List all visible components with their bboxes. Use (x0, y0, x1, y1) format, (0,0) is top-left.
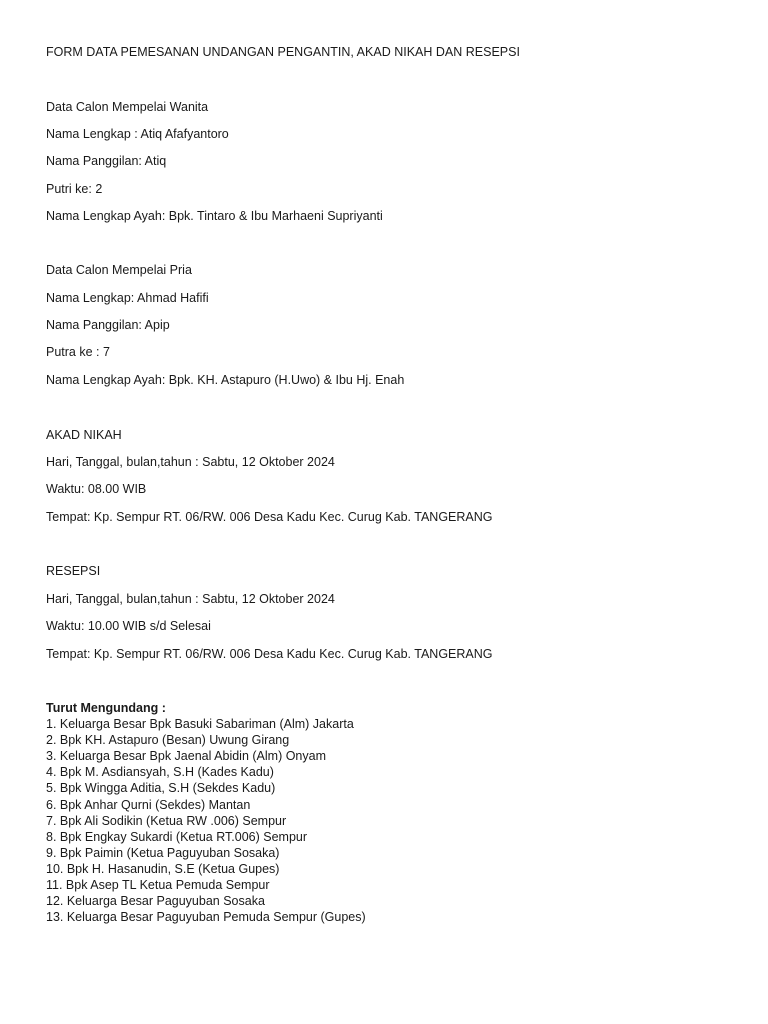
groom-full-name: Nama Lengkap: Ahmad Hafifi (46, 291, 209, 305)
list-item: 1. Keluarga Besar Bpk Basuki Sabariman (Alm) Jakarta (46, 717, 354, 732)
akad-place: Tempat: Kp. Sempur RT. 06/RW. 006 Desa Kadu Kec. Curug Kab. TANGERANG (46, 510, 493, 524)
bride-parents: Nama Lengkap Ayah: Bpk. Tintaro & Ibu Marhaeni Supriyanti (46, 209, 383, 223)
list-item: 9. Bpk Paimin (Ketua Paguyuban Sosaka) (46, 845, 280, 860)
bride-full-name: Nama Lengkap : Atiq Afafyantoro (46, 127, 229, 141)
resepsi-time: Waktu: 10.00 WIB s/d Selesai (46, 619, 211, 633)
akad-heading: AKAD NIKAH (46, 428, 122, 442)
akad-time: Waktu: 08.00 WIB (46, 482, 147, 496)
bride-heading: Data Calon Mempelai Wanita (46, 100, 209, 114)
list-item: 6. Bpk Anhar Qurni (Sekdes) Mantan (46, 797, 251, 812)
groom-heading: Data Calon Mempelai Pria (46, 263, 192, 277)
groom-nickname: Nama Panggilan: Apip (46, 318, 170, 332)
list-item: 13. Keluarga Besar Paguyuban Pemuda Sempur (Gupes) (46, 910, 366, 925)
list-item: 3. Keluarga Besar Bpk Jaenal Abidin (Alm) Onyam (46, 749, 326, 764)
inviters-list (46, 700, 366, 925)
list-item: 12. Keluarga Besar Paguyuban Sosaka (46, 894, 265, 909)
resepsi-heading: RESEPSI (46, 564, 101, 578)
akad-date: Hari, Tanggal, bulan,tahun : Sabtu, 12 Oktober 2024 (46, 455, 335, 469)
inviters-heading: Turut Mengundang : (46, 701, 166, 715)
list-item: 11. Bpk Asep TL Ketua Pemuda Sempur (46, 878, 270, 893)
resepsi-date: Hari, Tanggal, bulan,tahun : Sabtu, 12 Oktober 2024 (46, 592, 335, 606)
resepsi-place: Tempat: Kp. Sempur RT. 06/RW. 006 Desa Kadu Kec. Curug Kab. TANGERANG (46, 647, 493, 661)
list-item: 10. Bpk H. Hasanudin, S.E (Ketua Gupes) (46, 861, 280, 876)
groom-parents: Nama Lengkap Ayah: Bpk. KH. Astapuro (H.Uwo) & Ibu Hj. Enah (46, 373, 405, 387)
document-title: FORM DATA PEMESANAN UNDANGAN PENGANTIN, AKAD NIKAH DAN RESEPSI (46, 45, 520, 59)
bride-nickname: Nama Panggilan: Atiq (46, 154, 167, 168)
list-item: 7. Bpk Ali Sodikin (Ketua RW .006) Sempur (46, 813, 287, 828)
list-item: 8. Bpk Engkay Sukardi (Ketua RT.006) Sempur (46, 829, 308, 844)
groom-child-order: Putra ke : 7 (46, 345, 110, 359)
bride-child-order: Putri ke: 2 (46, 182, 103, 196)
list-item: 2. Bpk KH. Astapuro (Besan) Uwung Girang (46, 733, 290, 748)
list-item: 5. Bpk Wingga Aditia, S.H (Sekdes Kadu) (46, 781, 276, 796)
list-item: 4. Bpk M. Asdiansyah, S.H (Kades Kadu) (46, 765, 274, 780)
